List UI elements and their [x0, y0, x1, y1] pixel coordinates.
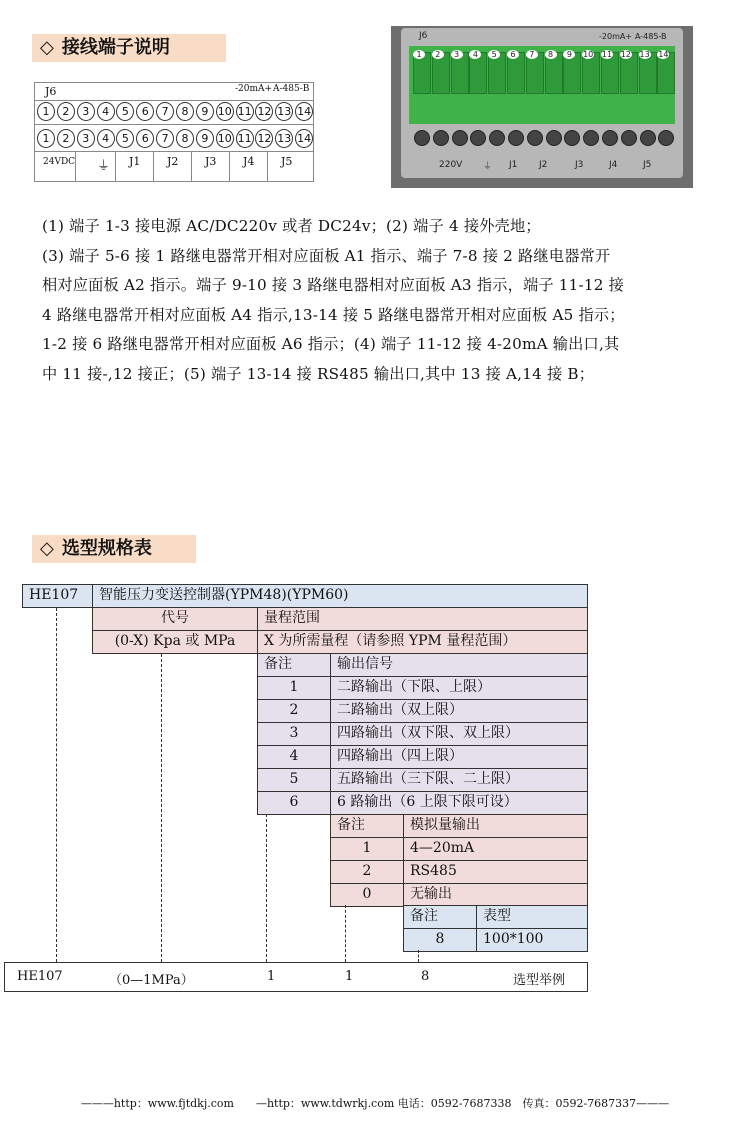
example-range: （0—1MPa）: [109, 973, 194, 988]
wiring-description: [42, 212, 742, 389]
terminal-number-bottom-4: 4: [97, 129, 115, 148]
terminal-screw-icon: [621, 130, 637, 146]
para-line-1: (1) 端子 1-3 接电源 AC/DC220v 或者 DC24v；(2) 端子 4 接外壳地；: [42, 217, 541, 235]
photo-terminal-number-3: 3: [451, 50, 463, 59]
section-title-text: 接线端子说明: [61, 37, 170, 58]
photo-terminal-number-10: 10: [583, 50, 594, 59]
example-label: 选型举例: [513, 973, 566, 988]
terminal-screw-icon: [527, 130, 543, 146]
para-line-3: 相对应面板 A2 指示。端子 9-10 接 3 路继电器相对应面板 A3 指示，端子 11-12 接: [42, 276, 624, 294]
photo-ground-icon: ⏚: [483, 162, 493, 172]
terminal-number-bottom-2: 2: [57, 129, 75, 148]
photo-terminal-number-7: 7: [526, 50, 538, 59]
photo-terminal-number-2: 2: [432, 50, 444, 59]
terminal-number-bottom-7: 7: [156, 129, 174, 148]
output-signal-row-4-code: 4: [257, 745, 331, 769]
terminal-number-top-10: 10: [216, 102, 234, 121]
terminal-number-bottom-13: 13: [275, 129, 293, 148]
terminal-screw-icon: [452, 130, 468, 146]
photo-terminal-number-9: 9: [563, 50, 575, 59]
analog-output-row-1-desc: 4—20mA: [403, 837, 588, 861]
range-value-cell: X 为所需量程（请参照 YPM 量程范围）: [257, 630, 588, 654]
terminal-number-top-13: 13: [275, 102, 293, 121]
terminal-number-bottom-6: 6: [136, 129, 154, 148]
selection-example-row: [4, 962, 588, 992]
output-signal-row-3-desc: 四路输出（双下限、双上限）: [330, 722, 588, 746]
example-type: 8: [421, 969, 430, 984]
terminal-number-top-1: 1: [37, 102, 55, 121]
terminal-number-bottom-12: 12: [255, 129, 273, 148]
terminal-diagram: [34, 82, 314, 182]
terminal-number-top-6: 6: [136, 102, 154, 121]
terminal-number-top-3: 3: [77, 102, 95, 121]
terminal-number-top-14: 14: [295, 102, 313, 121]
photo-j6-label: J6: [419, 31, 428, 41]
example-output: 1: [267, 969, 276, 984]
j6-label: J6: [45, 85, 57, 98]
terminal-number-bottom-3: 3: [77, 129, 95, 148]
terminal-number-top-12: 12: [255, 102, 273, 121]
output-signal-row-4-desc: 四路输出（四上限）: [330, 745, 588, 769]
rs485-label: A-485-B: [273, 84, 310, 94]
bottom-label-j4: J4: [243, 155, 255, 168]
photo-j3-label: J3: [575, 160, 584, 170]
diamond-icon: ◇: [40, 37, 54, 58]
terminal-number-top-2: 2: [57, 102, 75, 121]
ma-label: -20mA+: [235, 84, 273, 94]
terminal-number-top-8: 8: [176, 102, 194, 121]
terminal-number-bottom-9: 9: [196, 129, 214, 148]
terminal-screw-icon: [433, 130, 449, 146]
example-model: HE107: [17, 969, 63, 984]
photo-j5-label: J5: [643, 160, 652, 170]
terminal-number-bottom-14: 14: [295, 129, 313, 148]
terminal-number-top-7: 7: [156, 102, 174, 121]
meter-type-header-desc: 表型: [476, 905, 588, 929]
photo-j4-label: J4: [609, 160, 618, 170]
analog-output-row-3-code: 0: [330, 883, 404, 907]
photo-220v-label: 220V: [439, 160, 463, 170]
photo-terminal-number-4: 4: [469, 50, 481, 59]
terminal-number-bottom-8: 8: [176, 129, 194, 148]
output-signal-row-6-desc: 6 路输出（6 上限下限可设）: [330, 791, 588, 815]
code-label-cell: 代号: [92, 607, 258, 631]
output-signal-row-1-desc: 二路输出（下限、上限）: [330, 676, 588, 700]
bottom-label-j5: J5: [281, 155, 293, 168]
model-desc-cell: 智能压力变送控制器(YPM48)(YPM60): [92, 584, 588, 608]
photo-rs485-label: A-485-B: [635, 32, 667, 41]
output-signal-row-2-code: 2: [257, 699, 331, 723]
terminal-number-bottom-11: 11: [236, 129, 254, 148]
diamond-icon: ◇: [40, 538, 54, 559]
green-terminal-block: [409, 46, 675, 124]
terminal-screw-icon: [602, 130, 618, 146]
photo-terminal-number-13: 13: [639, 50, 650, 59]
footer-contact: ———http：www.fjtdkj.com —http：www.tdwrkj.com 电话：0592-7687338 传真：0592-7687337———: [80, 1097, 670, 1110]
para-line-2: (3) 端子 5-6 接 1 路继电器常开相对应面板 A1 指示、端子 7-8 接 2 路继电器常开: [42, 246, 611, 265]
photo-terminal-number-14: 14: [658, 50, 669, 59]
terminal-screw-icon: [414, 130, 430, 146]
terminal-number-top-11: 11: [236, 102, 254, 121]
terminal-number-bottom-5: 5: [116, 129, 134, 148]
bottom-label-j2: J2: [167, 155, 179, 168]
terminal-number-top-5: 5: [116, 102, 134, 121]
output-signal-row-1-code: 1: [257, 676, 331, 700]
analog-output-row-1-code: 1: [330, 837, 404, 861]
photo-terminal-number-11: 11: [601, 50, 613, 59]
terminal-block-photo: [391, 26, 693, 188]
section-title-spec: [32, 535, 196, 563]
output-signal-row-5-desc: 五路输出（三下限、二上限）: [330, 768, 588, 792]
para-line-5: 1-2 接 6 路继电器常开相对应面板 A6 指示；(4) 端子 11-12 接 4-20mA 输出口,其: [42, 335, 620, 353]
terminal-number-bottom-10: 10: [216, 129, 234, 148]
analog-output-header-desc: 模拟量输出: [403, 814, 588, 838]
terminal-number-row-bottom: [37, 129, 315, 148]
example-analog: 1: [345, 969, 354, 984]
analog-output-row-2-desc: RS485: [403, 860, 588, 884]
code-value-cell: (0-X) Kpa 或 MPa: [92, 630, 258, 654]
output-signal-header-code: 备注: [257, 653, 331, 677]
analog-output-row-2-code: 2: [330, 860, 404, 884]
bottom-label-j1: J1: [129, 155, 141, 168]
terminal-number-top-4: 4: [97, 102, 115, 121]
bottom-label-j3: J3: [205, 155, 217, 168]
photo-terminal-number-6: 6: [507, 50, 519, 59]
analog-output-row-3-desc: 无输出: [403, 883, 588, 907]
output-signal-row-3-code: 3: [257, 722, 331, 746]
terminal-screw-icon: [546, 130, 562, 146]
para-line-6: 中 11 接-,12 接正；(5) 端子 13-14 接 RS485 输出口,其中 13 接 A,14 接 B；: [42, 364, 595, 383]
meter-type-header-code: 备注: [403, 905, 477, 929]
photo-terminal-number-12: 12: [620, 50, 631, 59]
terminal-number-top-9: 9: [196, 102, 214, 121]
ground-icon: ⏚: [97, 159, 111, 174]
terminal-number-row-top: [37, 102, 315, 121]
output-signal-row-2-desc: 二路输出（双上限）: [330, 699, 588, 723]
photo-terminal-number-1: 1: [413, 50, 425, 59]
photo-ma-label: -20mA+: [599, 32, 633, 41]
output-signal-header-desc: 输出信号: [330, 653, 588, 677]
model-cell: HE107: [22, 584, 93, 608]
para-line-4: 4 路继电器常开相对应面板 A4 指示,13-14 接 5 路继电器常开相对应面板 A5 指示；: [42, 305, 625, 324]
photo-j1-label: J1: [509, 160, 518, 170]
bottom-label-24vdc: 24VDC: [43, 157, 76, 167]
photo-terminal-number-5: 5: [488, 50, 500, 59]
terminal-number-bottom-1: 1: [37, 129, 55, 148]
terminal-screw-icon: [508, 130, 524, 146]
photo-j2-label: J2: [539, 160, 548, 170]
meter-type-row-1-desc: 100*100: [476, 928, 588, 952]
section-title-text: 选型规格表: [61, 538, 152, 559]
output-signal-row-5-code: 5: [257, 768, 331, 792]
output-signal-row-6-code: 6: [257, 791, 331, 815]
section-title-wiring: [32, 34, 226, 62]
terminal-screw-icon: [640, 130, 656, 146]
analog-output-header-code: 备注: [330, 814, 404, 838]
photo-terminal-number-8: 8: [545, 50, 557, 59]
range-label-cell: 量程范围: [257, 607, 588, 631]
meter-type-row-1-code: 8: [403, 928, 477, 952]
